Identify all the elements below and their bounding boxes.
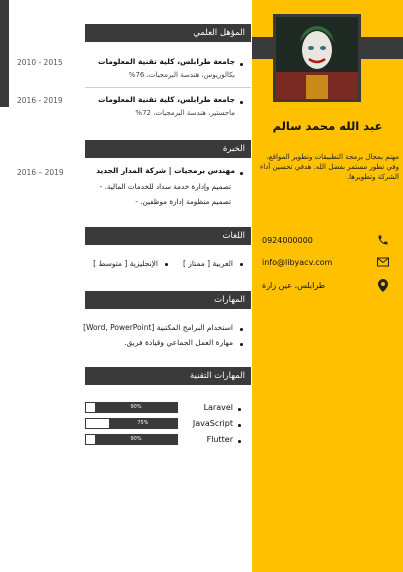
education-1-subtitle: بكالوريوس، هندسة البرمجيات، 76% bbox=[128, 71, 235, 79]
bullet bbox=[238, 424, 241, 427]
experience-1-task-1: تصميم وإدارة خدمة سداد للخدمات المالية. - bbox=[99, 182, 231, 191]
bullet bbox=[240, 328, 243, 331]
tech-skill-3-fill: 90% bbox=[95, 435, 177, 444]
bullet bbox=[240, 343, 243, 346]
experience-1-title: مهندس برمجيات | شركة المدار الجديد bbox=[96, 166, 235, 175]
education-2-dates: 2016 - 2019 bbox=[17, 96, 63, 105]
email-text: info@libyacv.com bbox=[262, 257, 333, 267]
section-tech-skills-heading: المهارات التقنية bbox=[85, 367, 251, 385]
bullet bbox=[240, 263, 243, 266]
contact-email bbox=[262, 255, 390, 269]
tech-skill-2-fill: 75% bbox=[109, 419, 177, 428]
address-text: طرابلس، عين زارة bbox=[262, 280, 326, 290]
section-skills-heading: المهارات bbox=[85, 291, 251, 309]
bullet bbox=[240, 63, 243, 66]
tech-skill-3-bar bbox=[85, 434, 178, 445]
education-1-title: جامعة طرابلس، كلية تقنية المعلومات bbox=[97, 57, 235, 66]
profile-summary: مهتم بمجال برمجة التطبيقات وتطوير المواقع، وفي تطور مستمر بفضل الله. هدفي تحسين أداء الشركة وتطويرها. bbox=[259, 153, 399, 181]
contact-phone bbox=[262, 233, 390, 247]
profile-photo bbox=[273, 14, 361, 102]
skill-2: مهارة العمل الجماعي وقيادة فريق. bbox=[124, 338, 233, 347]
section-languages-heading: اللغات bbox=[85, 227, 251, 245]
full-name: عبد الله محمد سالم bbox=[272, 119, 383, 133]
bullet bbox=[238, 408, 241, 411]
experience-1-dates: 2016 – 2019 bbox=[17, 168, 64, 177]
left-accent-strip bbox=[0, 0, 9, 107]
bullet bbox=[240, 172, 243, 175]
tech-skill-3-name: Flutter bbox=[206, 435, 233, 444]
education-2-subtitle: ماجستير، هندسة البرمجيات، 72% bbox=[135, 109, 235, 117]
bullet bbox=[165, 263, 168, 266]
tech-skill-1-bar bbox=[85, 402, 178, 413]
tech-skill-2-name: JavaScript bbox=[192, 419, 233, 428]
contact-address bbox=[262, 278, 390, 292]
tech-skill-1-fill: 90% bbox=[95, 403, 177, 412]
skill-1: استخدام البرامج المكتبية [Word, PowerPoint] bbox=[83, 323, 233, 332]
divider bbox=[85, 87, 251, 88]
phone-icon bbox=[376, 233, 390, 247]
section-education-heading: المؤهل العلمي bbox=[85, 24, 251, 42]
language-1: العربية [ ممتاز ] bbox=[182, 259, 233, 268]
phone-text: 0924000000 bbox=[262, 235, 313, 245]
language-2: الإنجليزية [ متوسط ] bbox=[93, 259, 158, 268]
section-experience-heading: الخبرة bbox=[85, 140, 251, 158]
bullet bbox=[238, 440, 241, 443]
education-1-dates: 2010 - 2015 bbox=[17, 58, 63, 67]
bullet bbox=[240, 101, 243, 104]
tech-skill-2-bar bbox=[85, 418, 178, 429]
education-2-title: جامعة طرابلس، كلية تقنية المعلومات bbox=[97, 95, 235, 104]
envelope-icon bbox=[376, 255, 390, 269]
tech-skill-1-name: Laravel bbox=[203, 403, 233, 412]
location-pin-icon bbox=[376, 278, 390, 292]
experience-1-task-2: تصميم منظومة إدارة موظفين. - bbox=[135, 197, 231, 206]
